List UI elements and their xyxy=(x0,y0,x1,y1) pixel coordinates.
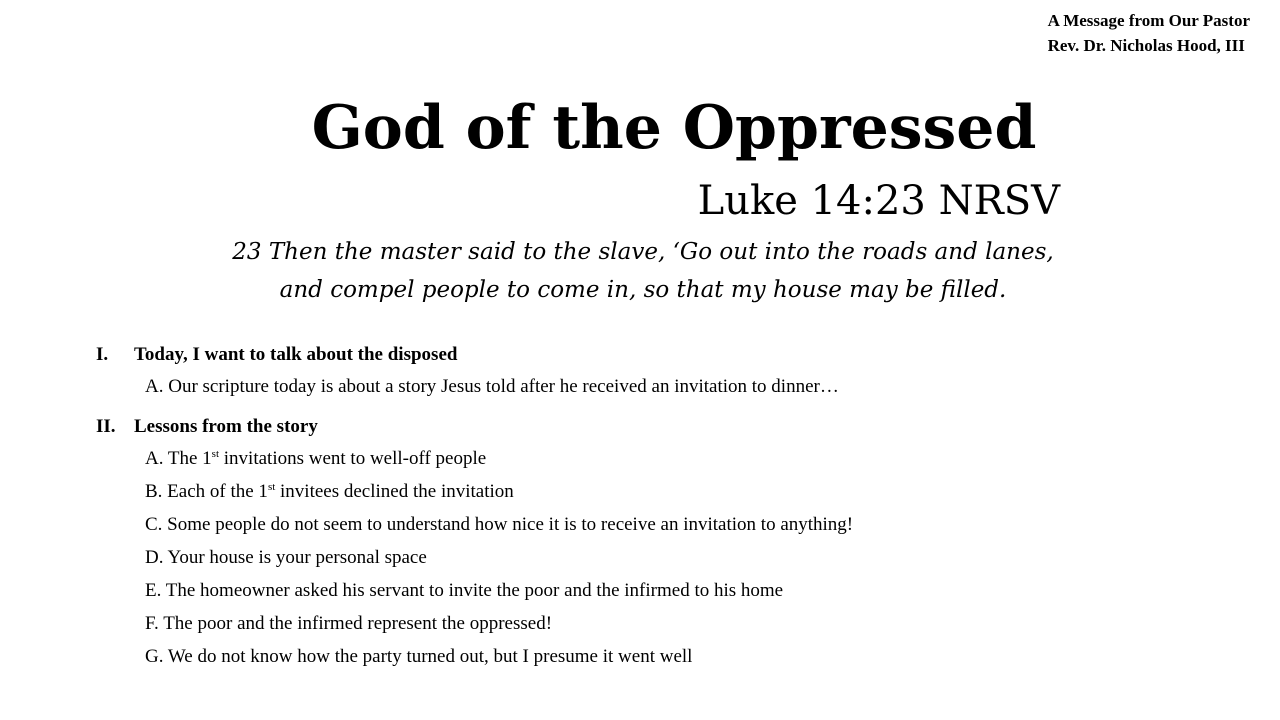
scripture-reference: Luke 14:23 NRSV xyxy=(697,178,1060,224)
outline-point xyxy=(145,475,1256,508)
section-numeral: I. xyxy=(96,344,109,365)
section-heading-text: Today, I want to talk about the disposed xyxy=(134,344,458,365)
ordinal-suffix: st xyxy=(211,448,220,460)
section-heading-text: Lessons from the story xyxy=(134,416,318,437)
scripture-verse xyxy=(210,233,1076,309)
outline-point: C. Some people do not seem to understand how nice it is to receive an invitation to anything! xyxy=(145,514,854,535)
section-heading xyxy=(96,340,1256,370)
point-text: invitations went to well-off people xyxy=(219,448,487,469)
point-text: invitees declined the invitation xyxy=(275,481,514,502)
header-message-label: A Message from Our Pastor xyxy=(1047,11,1250,30)
header-pastor-name: Rev. Dr. Nicholas Hood, III xyxy=(1047,36,1245,55)
section-numeral: II. xyxy=(96,416,116,437)
sermon-outline xyxy=(96,340,1256,682)
point-text: B. Each of the 1 xyxy=(145,481,268,502)
sermon-title: God of the Oppressed xyxy=(311,93,1037,163)
point-text: A. The 1 xyxy=(145,448,212,469)
outline-point: A. Our scripture today is about a story Jesus told after he received an invitation to dinner… xyxy=(145,376,839,397)
section-points xyxy=(96,370,1256,403)
verse-line-1: 23 Then the master said to the slave, ‘Go out into the roads and lanes, xyxy=(232,239,1054,265)
outline-section-2 xyxy=(96,412,1256,673)
ordinal-suffix: st xyxy=(267,481,276,493)
outline-section-1 xyxy=(96,340,1256,403)
outline-point: E. The homeowner asked his servant to invite the poor and the infirmed to his home xyxy=(145,580,784,601)
pastor-header xyxy=(1048,8,1250,58)
section-points xyxy=(96,442,1256,673)
outline-point: F. The poor and the infirmed represent the oppressed! xyxy=(145,613,553,634)
outline-point: D. Your house is your personal space xyxy=(145,547,427,568)
outline-point xyxy=(145,442,1256,475)
section-heading xyxy=(96,412,1256,442)
verse-line-2: and compel people to come in, so that my house may be filled. xyxy=(279,277,1007,303)
outline-point: G. We do not know how the party turned out, but I presume it went well xyxy=(145,646,693,667)
